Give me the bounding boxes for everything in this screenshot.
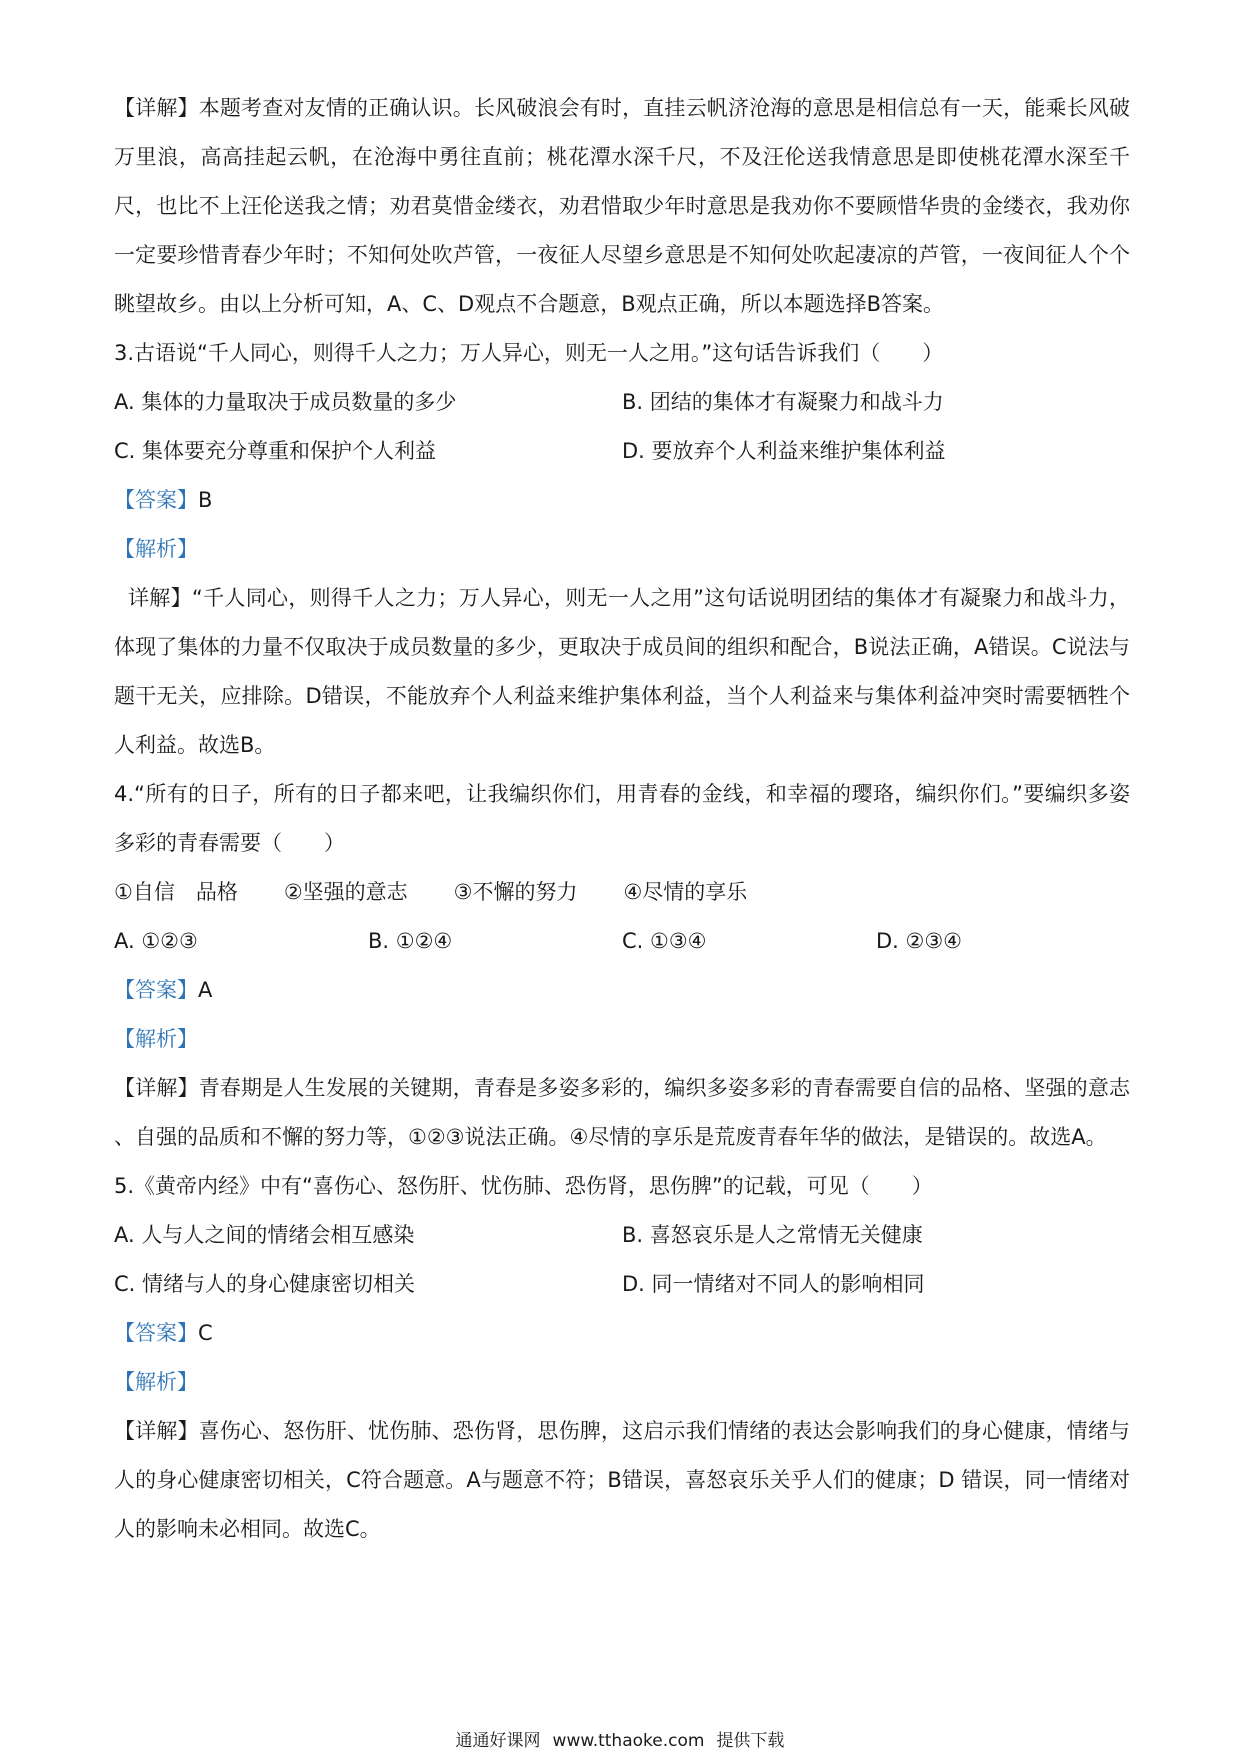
detail-label: 详解】 <box>128 586 192 610</box>
q4-item-3: ③不懈的努力 <box>453 880 578 904</box>
page-content <box>114 84 1130 1554</box>
q5-answer <box>114 1309 1130 1358</box>
footer-note: 提供下载 <box>716 1731 785 1751</box>
detail-text: 喜伤心、怒伤肝、忧伤肺、恐伤肾，思伤脾，这启示我们情绪的表达会影响我们的身心健康，情绪与人的身心健康密切相关，C符合题意。A与题意不符；B错误，喜怒哀乐关乎人们的健康；D 错误，同一情绪对人的影响未必相同。故选C。 <box>114 1419 1131 1541</box>
detail-text: “千人同心，则得千人之力；万人异心，则无一人之用”这句话说明团结的集体才有凝聚力和战斗力，体现了集体的力量不仅取决于成员数量的多少，更取决于成员间的组织和配合，B说法正确，A错误。C说法与题干无关，应排除。D错误，不能放弃个人利益来维护集体利益，当个人利益来与集体利益冲突时需要牺牲个人利益。故选B。 <box>114 586 1131 757</box>
q5-options-row-2 <box>114 1260 1130 1309</box>
answer-value: B <box>198 488 213 512</box>
q3-option-d: D. 要放弃个人利益来维护集体利益 <box>622 439 946 463</box>
q3-analysis <box>114 525 1130 574</box>
q4-answer <box>114 966 1130 1015</box>
footer-url[interactable]: www.tthaoke.com <box>552 1731 705 1751</box>
q5-option-a: A. 人与人之间的情绪会相互感染 <box>114 1223 415 1247</box>
detail-text: 本题考查对友情的正确认识。长风破浪会有时，直挂云帆济沧海的意思是相信总有一天，能乘长风破万里浪，高高挂起云帆，在沧海中勇往直前；桃花潭水深千尺，不及汪伦送我情意思是即使桃花潭水深至千尺，也比不上汪伦送我之情；劝君莫惜金缕衣，劝君惜取少年时意思是我劝你不要顾惜华贵的金缕衣，我劝你一定要珍惜青春少年时；不知何处吹芦管，一夜征人尽望乡意思是不知何处吹起凄凉的芦管，一夜间征人个个眺望故乡。由以上分析可知，A、C、D观点不合题意，B观点正确，所以本题选择B答案。 <box>114 96 1131 316</box>
q4-detail <box>114 1064 1130 1162</box>
q3-option-a: A. 集体的力量取决于成员数量的多少 <box>114 390 457 414</box>
q4-option-b: B. ①②④ <box>368 929 453 953</box>
q5-analysis <box>114 1358 1130 1407</box>
q5-options-row-1 <box>114 1211 1130 1260</box>
q4-item-1: ①自信 品格 <box>114 880 238 904</box>
answer-value: A <box>198 978 213 1002</box>
q2-detail <box>114 84 1130 329</box>
q5-stem: 5.《黄帝内经》中有“喜伤心、怒伤肝、忧伤肺、恐伤肾，思伤脾”的记载，可见（ ） <box>114 1174 933 1198</box>
q4-items <box>114 868 1130 917</box>
page-footer <box>0 1726 1240 1751</box>
q5-option-d: D. 同一情绪对不同人的影响相同 <box>622 1272 925 1296</box>
q5-option-c: C. 情绪与人的身心健康密切相关 <box>114 1272 416 1296</box>
q3-options-row-1 <box>114 378 1130 427</box>
q4-option-a: A. ①②③ <box>114 929 198 953</box>
answer-label: 【答案】 <box>114 488 198 512</box>
q4-options <box>114 917 1130 966</box>
q5-option-b: B. 喜怒哀乐是人之常情无关健康 <box>622 1223 923 1247</box>
footer-site-name: 通通好课网 <box>455 1731 541 1751</box>
q5-detail <box>114 1407 1130 1554</box>
answer-value: C <box>198 1321 213 1345</box>
detail-label: 【详解】 <box>114 96 199 120</box>
detail-label: 【详解】 <box>114 1076 199 1100</box>
q3-options-row-2 <box>114 427 1130 476</box>
q4-option-d: D. ②③④ <box>876 929 962 953</box>
answer-label: 【答案】 <box>114 1321 198 1345</box>
answer-label: 【答案】 <box>114 978 198 1002</box>
q4-item-4: ④尽情的享乐 <box>623 880 748 904</box>
q3-answer <box>114 476 1130 525</box>
q3-option-b: B. 团结的集体才有凝聚力和战斗力 <box>622 390 944 414</box>
analysis-label: 【解析】 <box>114 1027 198 1051</box>
analysis-label: 【解析】 <box>114 537 198 561</box>
q3-detail <box>114 574 1130 770</box>
q4-option-c: C. ①③④ <box>622 929 707 953</box>
q4-analysis <box>114 1015 1130 1064</box>
q4-stem: 4.“所有的日子，所有的日子都来吧，让我编织你们，用青春的金线，和幸福的璎珞，编织你们。”要编织多姿多彩的青春需要（ ） <box>114 782 1130 855</box>
detail-text: 青春期是人生发展的关键期，青春是多姿多彩的，编织多姿多彩的青春需要自信的品格、坚强的意志 、自强的品质和不懈的努力等，①②③说法正确。④尽情的享乐是荒废青春年华的做法，是错误的。故选A。 <box>114 1076 1131 1149</box>
q3-stem: 3.古语说“千人同心，则得千人之力；万人异心，则无一人之用。”这句话告诉我们（ ） <box>114 341 944 365</box>
q4-item-2: ②坚强的意志 <box>283 880 408 904</box>
q3-option-c: C. 集体要充分尊重和保护个人利益 <box>114 439 437 463</box>
analysis-label: 【解析】 <box>114 1370 198 1394</box>
detail-label: 【详解】 <box>114 1419 199 1443</box>
